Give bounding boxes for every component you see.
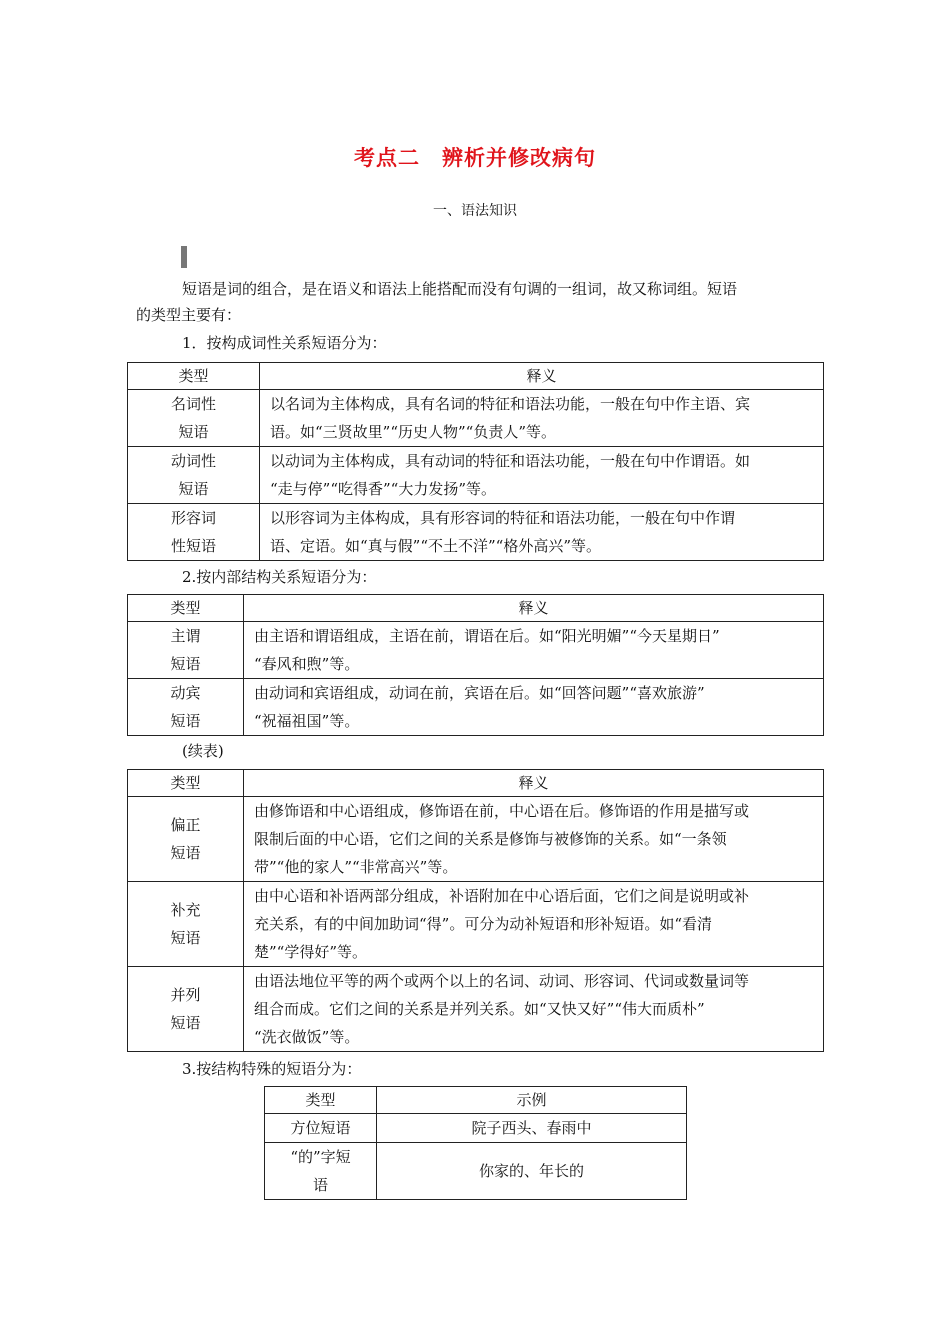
type-cell [128,797,244,882]
desc-line: 限制后面的中心语，它们之间的关系是修饰与被修饰的关系。如“一条领 [254,830,727,848]
section-marker [181,246,187,268]
table-row [265,1143,687,1200]
type-line: 动宾 [170,684,201,702]
type-line: 性短语 [170,537,216,555]
desc-cell [244,882,824,967]
type-line: 短语 [170,1014,201,1032]
table-row [265,1114,687,1143]
header-desc: 释义 [244,595,824,622]
header-type: 类型 [128,363,260,390]
table-header-row [128,770,824,797]
header-type: 类型 [128,770,244,797]
type-line: 偏正 [170,816,201,834]
desc-line: 由中心语和补语两部分组成，补语附加在中心语后面，它们之间是说明或补 [254,887,750,905]
type-cell [128,447,260,504]
type-line: 并列 [170,986,201,1004]
table-row [128,622,824,679]
desc-cell [244,967,824,1052]
table-header-row [128,363,824,390]
desc-line: 由修饰语和中心语组成，修饰语在前，中心语在后。修饰语的作用是描写或 [254,802,750,820]
type-line: 主谓 [170,627,201,645]
desc-line: 由语法地位平等的两个或两个以上的名词、动词、形容词、代词或数量词等 [254,972,750,990]
desc-cell [244,679,824,736]
header-desc: 释义 [260,363,824,390]
desc-line: “洗衣做饭”等。 [254,1028,360,1046]
table-structure-phrases [127,594,824,736]
type-line: 名词性 [170,395,216,413]
type-cell [128,390,260,447]
example-cell: 你家的、年长的 [377,1143,687,1200]
table-row [128,797,824,882]
section1-heading: 1．按构成词性关系短语分为： [182,334,387,352]
type-cell [265,1114,377,1143]
table-word-class-phrases [127,362,824,561]
page-title: 考点二 辨析并修改病句 [354,145,596,170]
section-subtitle: 一、语法知识 [433,203,517,219]
example-cell: 院子西头、春雨中 [377,1114,687,1143]
type-line: 短语 [178,423,209,441]
type-line: 短语 [170,655,201,673]
table-special-phrases [264,1086,687,1200]
header-example: 示例 [377,1087,687,1114]
desc-cell [244,622,824,679]
desc-cell [244,797,824,882]
continued-label: (续表) [182,742,224,760]
desc-line: 以名词为主体构成，具有名词的特征和语法功能，一般在句中作主语、宾 [270,395,751,413]
desc-line: 组合而成。它们之间的关系是并列关系。如“又快又好”“伟大而质朴” [254,1000,705,1018]
type-cell [128,967,244,1052]
header-type: 类型 [128,595,244,622]
header-type: 类型 [265,1087,377,1114]
desc-line: “祝福祖国”等。 [254,712,360,730]
section3-heading: 3.按结构特殊的短语分为： [182,1060,362,1078]
type-cell [128,504,260,561]
type-line: 形容词 [170,509,216,527]
type-cell [265,1143,377,1200]
desc-line: 语。如“三贤故里”“历史人物”“负责人”等。 [270,423,557,441]
desc-line: 语、定语。如“真与假”“不土不洋”“格外高兴”等。 [270,537,602,555]
type-cell [128,882,244,967]
type-line: 动词性 [170,452,216,470]
table-row [128,679,824,736]
desc-line: 充关系，有的中间加助词“得”。可分为动补短语和形补短语。如“看清 [254,915,713,933]
desc-cell [260,504,824,561]
desc-line: 以形容词为主体构成，具有形容词的特征和语法功能，一般在句中作谓 [270,509,736,527]
table-row [128,882,824,967]
table-row [128,504,824,561]
intro-line-2: 的类型主要有： [136,306,242,324]
desc-line: 由动词和宾语组成，动词在前，宾语在后。如“回答问题”“喜欢旅游” [254,684,705,702]
desc-line: 带”“他的家人”“非常高兴”等。 [254,858,458,876]
type-line: 方位短语 [290,1119,351,1137]
section2-heading: 2.按内部结构关系短语分为： [182,568,377,586]
type-line: 补充 [170,901,201,919]
desc-line: 以动词为主体构成，具有动词的特征和语法功能，一般在句中作谓语。如 [270,452,751,470]
type-line: “的”字短 [290,1148,351,1166]
type-line: 短语 [170,712,201,730]
desc-line: 楚”“学得好”等。 [254,943,368,961]
type-line: 短语 [170,844,201,862]
desc-line: “春风和煦”等。 [254,655,360,673]
desc-line: 由主语和谓语组成，主语在前，谓语在后。如“阳光明媚”“今天星期日” [254,627,720,645]
type-line: 短语 [178,480,209,498]
header-desc: 释义 [244,770,824,797]
intro-line-1: 短语是词的组合，是在语义和语法上能搭配而没有句调的一组词，故又称词组。短语 [182,280,738,298]
table-row [128,390,824,447]
desc-line: “走与停”“吃得香”“大力发扬”等。 [270,480,497,498]
table-header-row [265,1087,687,1114]
type-cell [128,679,244,736]
desc-cell [260,447,824,504]
type-line: 短语 [170,929,201,947]
desc-cell [260,390,824,447]
type-cell [128,622,244,679]
table-structure-phrases-continued [127,769,824,1052]
table-row [128,967,824,1052]
table-row [128,447,824,504]
type-line: 语 [312,1176,328,1194]
table-header-row [128,595,824,622]
